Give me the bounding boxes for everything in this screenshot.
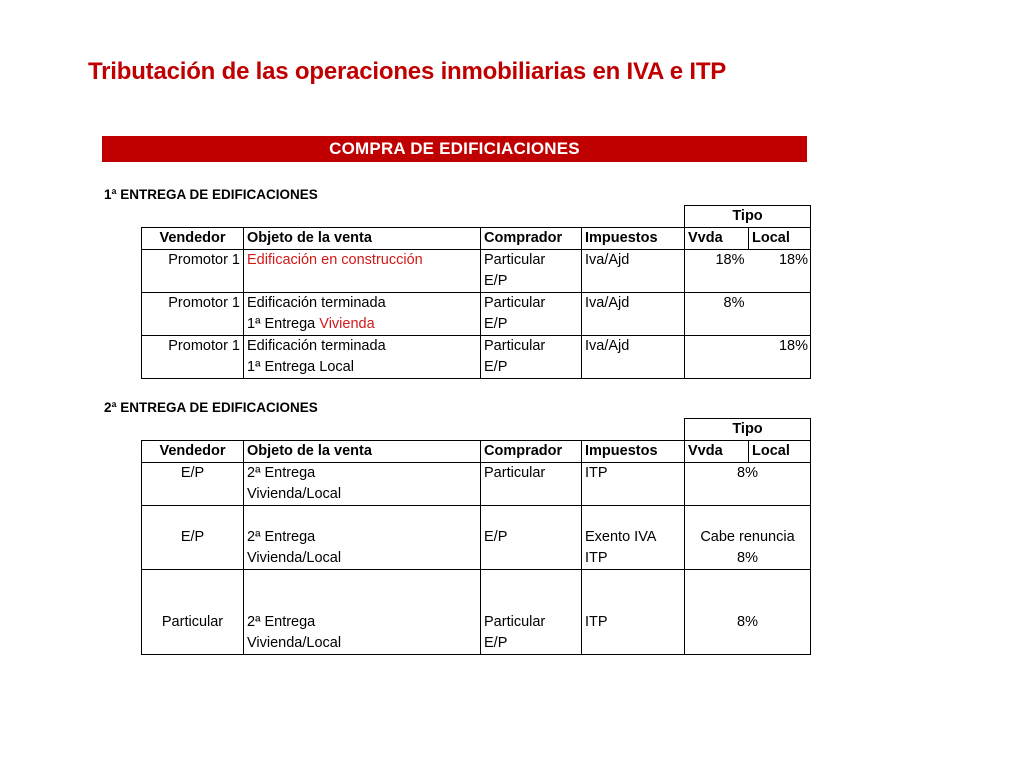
objeto-line-1: 2ª Entrega [247,529,316,545]
objeto-line-1: Edificación terminada [247,295,386,311]
comprador-line-1: Particular [484,338,546,354]
header-vvda: Vvda [685,228,749,250]
header-vvda: Vvda [685,441,749,463]
comprador-line-2: E/P [484,635,508,651]
header-objeto: Objeto de la venta [244,228,481,250]
impuestos-cell: Iva/Ajd [582,293,685,336]
objeto-line-2a: 1ª Entrega [247,316,320,332]
objeto-line-1: 2ª Entrega [247,614,316,630]
impuestos-line-1: ITP [585,465,608,481]
comprador-line-2: E/P [484,273,508,289]
header-local: Local [749,228,811,250]
header-comprador: Comprador [481,228,582,250]
table-row [142,463,811,506]
objeto-line-2: Vivienda/Local [247,635,342,651]
vendedor-cell: Promotor 1 [142,293,244,336]
header-impuestos: Impuestos [582,228,685,250]
local-cell: 18% [749,336,811,379]
objeto-line-1: Edificación terminada [247,338,386,354]
local-cell [749,293,811,336]
vvda-cell: 8% [685,293,749,336]
objeto-line-2: Vivienda/Local [247,550,342,566]
section2-table [141,418,811,655]
header-objeto: Objeto de la venta [244,441,481,463]
tipo-line-1: 8% [737,614,758,630]
objeto-cell [244,293,481,336]
comprador-cell [481,336,582,379]
table-row [142,336,811,379]
objeto-cell [244,336,481,379]
vendedor-cell: E/P [142,506,244,570]
impuestos-cell [582,570,685,655]
page-title: Tributación de las operaciones inmobiliarias en IVA e ITP [88,58,727,85]
tipo-cell [685,463,811,506]
objeto-line-2b: Vivienda [319,316,375,332]
tipo-header: Tipo [685,419,811,441]
table-row [142,506,811,570]
tipo-cell [685,506,811,570]
impuestos-line-2: ITP [585,550,608,566]
objeto-line-1: 2ª Entrega [247,465,316,481]
section2-heading: 2ª ENTREGA DE EDIFICACIONES [104,400,318,415]
section1-heading: 1ª ENTREGA DE EDIFICACIONES [104,187,318,202]
table-row [142,250,811,293]
header-local: Local [749,441,811,463]
table-row [142,293,811,336]
objeto-cell [244,506,481,570]
comprador-line-1: Particular [484,252,546,268]
section1-table [141,205,811,379]
header-comprador: Comprador [481,441,582,463]
impuestos-cell: Iva/Ajd [582,336,685,379]
tipo-line-2: 8% [737,550,758,566]
comprador-line-1: Particular [484,295,546,311]
comprador-line-2: E/P [484,359,508,375]
objeto-cell [244,570,481,655]
objeto-line-2: 1ª Entrega Local [247,359,354,375]
comprador-line-1: E/P [484,529,508,545]
local-cell: 18% [749,250,811,293]
vvda-cell: 18% [685,250,749,293]
impuestos-line-1: ITP [585,614,608,630]
objeto-line-2: Vivienda/Local [247,486,342,502]
vvda-cell [685,336,749,379]
header-vendedor: Vendedor [142,441,244,463]
section-banner: COMPRA DE EDIFICIACIONES [102,136,807,162]
vendedor-cell: Particular [142,570,244,655]
impuestos-line-1: Exento IVA [585,529,657,545]
comprador-cell [481,570,582,655]
comprador-cell [481,506,582,570]
tipo-line-1: 8% [737,465,758,481]
objeto-cell [244,250,481,293]
comprador-line-1: Particular [484,465,546,481]
objeto-line-1: Edificación en construcción [247,252,423,268]
vendedor-cell: Promotor 1 [142,250,244,293]
vendedor-cell: E/P [142,463,244,506]
table-row [142,570,811,655]
objeto-cell [244,463,481,506]
header-vendedor: Vendedor [142,228,244,250]
comprador-line-1: Particular [484,614,546,630]
header-impuestos: Impuestos [582,441,685,463]
comprador-cell [481,463,582,506]
tipo-header: Tipo [685,206,811,228]
impuestos-cell [582,506,685,570]
tipo-line-1: Cabe renuncia [700,529,795,545]
impuestos-cell [582,463,685,506]
comprador-line-2: E/P [484,316,508,332]
tipo-cell [685,570,811,655]
comprador-cell [481,293,582,336]
vendedor-cell: Promotor 1 [142,336,244,379]
impuestos-cell: Iva/Ajd [582,250,685,293]
comprador-cell [481,250,582,293]
